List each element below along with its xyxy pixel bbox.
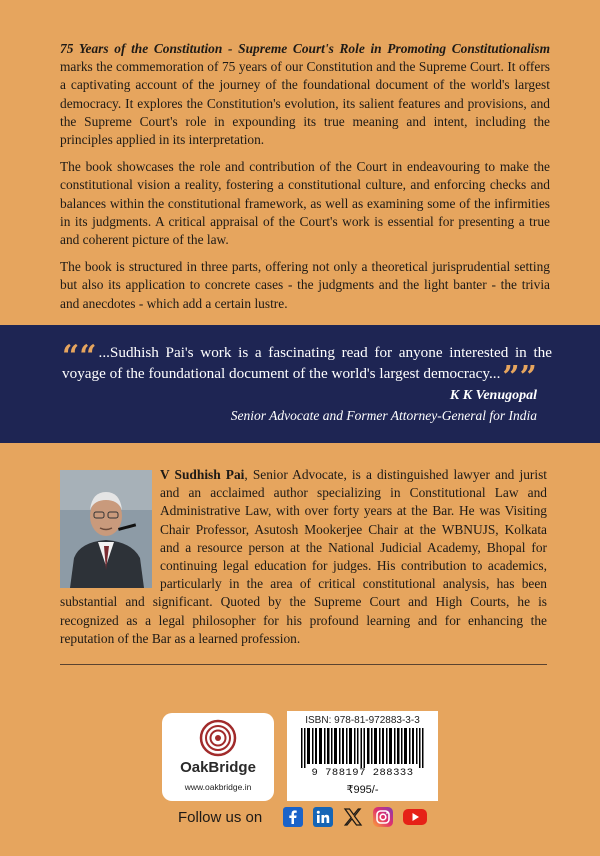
isbn-label: ISBN: 978-81-972883-3-3 [305, 715, 420, 726]
blurb-paragraph-3: The book is structured in three parts, offering not only a theoretical jurisprudential setting but also its application to concrete cases - the judgments and the light banter - the trivia and anecdotes - which add a certain lustre. [60, 259, 550, 311]
divider [60, 664, 547, 665]
x-icon[interactable] [343, 807, 363, 827]
author-bio [60, 466, 547, 648]
close-quote-icon: ”” [502, 360, 537, 395]
publisher-name: OakBridge [180, 759, 256, 776]
facebook-icon[interactable] [283, 807, 303, 827]
open-quote-icon: ““ [62, 339, 97, 374]
follow-us-label: Follow us on [178, 809, 263, 826]
quote-author: K K Venugopal [449, 388, 537, 403]
back-cover-blurb [60, 40, 550, 322]
quote-text: ...Sudhish Pai's work is a fascinating read for anyone interested in the voyage of the foundational document of the world's largest democracy... [62, 344, 552, 382]
endorsement-quote [62, 339, 552, 395]
endorsement-band [0, 325, 600, 443]
book-title: 75 Years of the Constitution - Supreme Court's Role in Promoting Constitutionalism [60, 41, 550, 56]
blurb-paragraph-1 [60, 40, 550, 149]
oak-tree-logo-icon [198, 719, 238, 757]
author-bio-text: , Senior Advocate, is a distinguished lawyer and jurist and an acclaimed author specializing in Constitutional Law and Administrative Law, with over forty years at the Bar. He was Visiting Chair Professor, Asutosh Mookerjee Chair at the WBNUJS, Kolkata and a resource person at the National Judicial Academy, Bhopal for continuing legal education for judges. His contribution to academics, particularly in the area of critical constitutional analysis, has been substantial and significant. Quoted by the Supreme Court and High Courts, he is recognized as a legal philosopher for his profound learning and for enhancing the reputation of the Bar as a learned profession. [60, 467, 547, 646]
publisher-url: www.oakbridge.in [184, 782, 252, 792]
isbn-barcode [287, 711, 438, 801]
author-name: V Sudhish Pai [160, 467, 245, 482]
barcode-icon [301, 728, 424, 768]
instagram-icon[interactable] [373, 807, 393, 827]
blurb-paragraph-2: The book showcases the role and contribution of the Court in endeavouring to make the constitutional vision a reality, fostering a constitutional culture, and enforcing checks and balances within the constitutional framework, as well as examining some of the infirmities in its judgments. A critical appraisal of the Court's work is essential for presenting a true and coherent picture of the law. [60, 159, 550, 248]
publisher-logo [162, 713, 274, 801]
price-label: ₹995/- [346, 784, 379, 796]
youtube-icon[interactable] [403, 807, 427, 827]
quote-author-role: Senior Advocate and Former Attorney-General for India [230, 408, 537, 423]
barcode-digits: 9 788197 288333 [311, 767, 414, 779]
linkedin-icon[interactable] [313, 807, 333, 827]
blurb-text-1: marks the commemoration of 75 years of our Constitution and the Supreme Court. It offers a captivating account of the journey of the foundational document of the world's largest democracy. It explores the Constitution's evolution, its salient features and provisions, and the Supreme Court's role in expounding its true meaning and intent, including the principles applied in its interpretation. [60, 59, 550, 148]
